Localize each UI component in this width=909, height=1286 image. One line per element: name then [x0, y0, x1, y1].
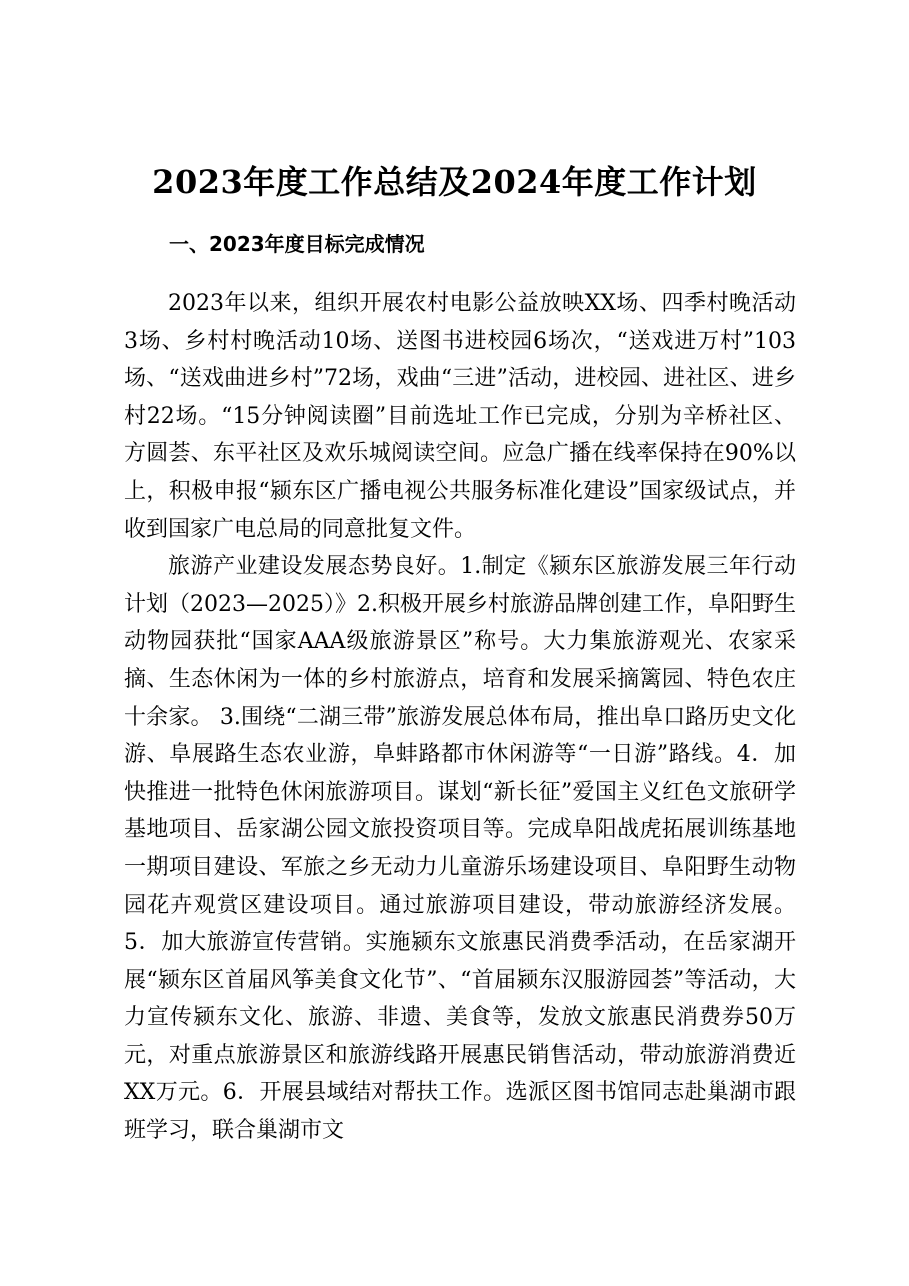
- paragraph-tourism-industry: 旅游产业建设发展态势良好。1.制定《颍东区旅游发展三年行动计划（2023—2025）》2.积极开展乡村旅游品牌创建工作，阜阳野生动物园获批“国家AAA级旅游景区”称号。大力集旅游观光、农家采摘、生态休闲为一体的乡村旅游点，培育和发展采摘篱园、特色农庄十余家。 3.围绕“二湖三带”旅游发展总体布局，推出阜口路历史文化游、阜展路生态农业游，阜蚌路都市休闲游等“一日游”路线。4．加快推进一批特色休闲旅游项目。谋划“新长征”爱国主义红色文旅研学基地项目、岳家湖公园文旅投资项目等。完成阜阳战虎拓展训练基地一期项目建设、军旅之乡无动力儿童游乐场建设项目、阜阳野生动物园花卉观赏区建设项目。通过旅游项目建设，带动旅游经济发展。5．加大旅游宣传营销。实施颍东文旅惠民消费季活动，在岳家湖开展“颍东区首届风筝美食文化节”、“首届颍东汉服游园荟”等活动，大力宣传颍东文化、旅游、非遗、美食等，发放文旅惠民消费券50万元，对重点旅游景区和旅游线路开展惠民销售活动，带动旅游消费近XX万元。6．开展县域结对帮扶工作。选派区图书馆同志赴巢湖市跟班学习，联合巢湖市文: [124, 554, 796, 1144]
- section-heading: 一、2023年度目标完成情况: [169, 232, 425, 256]
- document-title: 2023年度工作总结及2024年度工作计划: [152, 163, 757, 201]
- document-body: [124, 285, 796, 1150]
- paragraph-cultural-services: 2023年以来，组织开展农村电影公益放映XX场、四季村晚活动3场、乡村村晚活动10场、送图书进校园6场次，“送戏进万村”103场、“送戏曲进乡村”72场，戏曲“三进”活动，进校园、进社区、进乡村22场。“15分钟阅读圈”目前选址工作已完成，分别为辛桥社区、方圆荟、东平社区及欢乐城阅读空间。应急广播在线率保持在90%以上，积极申报“颍东区广播电视公共服务标准化建设”国家级试点，并收到国家广电总局的同意批复文件。: [124, 291, 796, 542]
